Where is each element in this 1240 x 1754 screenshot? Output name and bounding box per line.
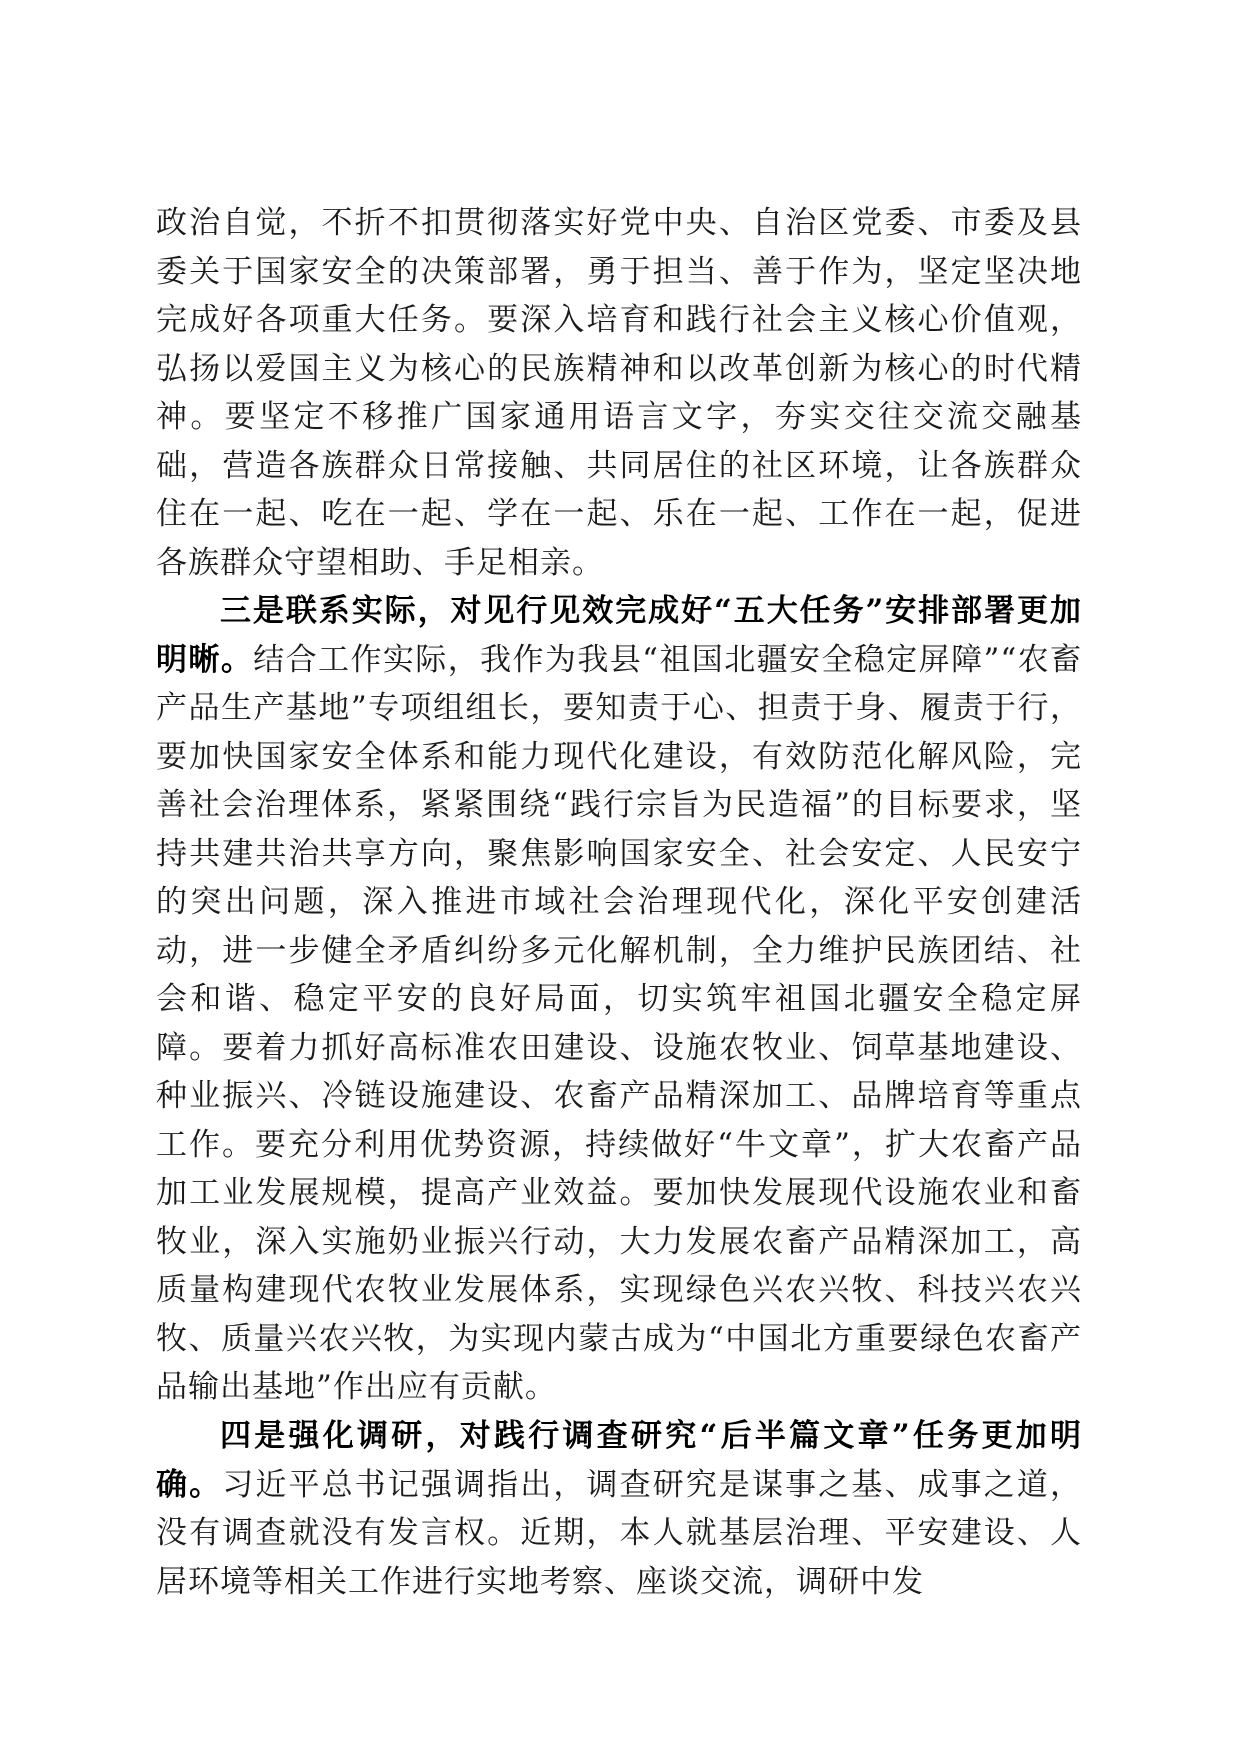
paragraph-text: 结合工作实际，我作为我县“祖国北疆安全稳定屏障”“农畜产品生产基地”专项组组长，要知责于心、担责于身、履责于行，要加快国家安全体系和能力现代化建设，有效防范化解风险，完善社会治理体系，紧紧围绕“践行宗旨为民造福”的目标要求，坚持共建共治共享方向，聚焦影响国家安全、社会安定、人民安宁的突出问题，深入推进市域社会治理现代化，深化平安创建活动，进一步健全矛盾纠纷多元化解机制，全力维护民族团结、社会和谐、稳定平安的良好局面，切实筑牢祖国北疆安全稳定屏障。要着力抓好高标准农田建设、设施农牧业、饲草基地建设、种业振兴、冷链设施建设、农畜产品精深加工、品牌培育等重点工作。要充分利用优势资源，持续做好“牛文章”，扩大农畜产品加工业发展规模，提高产业效益。要加快发展现代设施农业和畜牧业，深入实施奶业振兴行动，大力发展农畜产品精深加工，高质量构建现代农牧业发展体系，实现绿色兴农兴牧、科技兴农兴牧、质量兴农兴牧，为实现内蒙古成为“中国北方重要绿色农畜产品输出基地”作出应有贡献。: [156, 641, 1083, 1405]
paragraph-heading: 三是联系实际，对见行见效完成好“五大任务”安排部署更加明晰。: [156, 593, 1082, 678]
paragraph-text: 政治自觉，不折不扣贯彻落实好党中央、自治区党委、市委及县委关于国家安全的决策部署，勇于担当、善于作为，坚定坚决地完成好各项重大任务。要深入培育和践行社会主义核心价值观，弘扬以爱国主义为核心的民族精神和以改革创新为核心的时代精神。要坚定不移推广国家通用语言文字，夯实交往交流交融基础，营造各族群众日常接触、共同居住的社区环境，让各族群众住在一起、吃在一起、学在一起、乐在一起、工作在一起，促进各族群众守望相助、手足相亲。: [156, 205, 1082, 581]
paragraph-heading: 四是强化调研，对践行调查研究“后半篇文章”任务更加明确。: [156, 1418, 1082, 1503]
paragraph-three: [156, 587, 1082, 1412]
paragraph-text: 习近平总书记强调指出，调查研究是谋事之基、成事之道，没有调查就没有发言权。近期，本人就基层治理、平安建设、人居环境等相关工作进行实地考察、座谈交流，调研中发: [156, 1466, 1083, 1600]
paragraph-continuation: [156, 199, 1082, 587]
paragraph-four: [156, 1412, 1082, 1606]
